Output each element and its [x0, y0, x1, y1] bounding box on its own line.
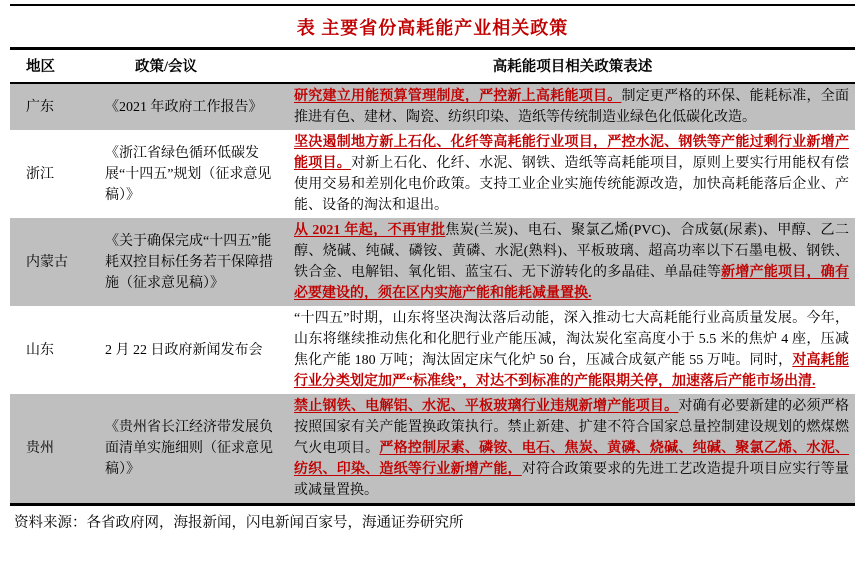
statement-segment: 禁止钢铁、电解铝、水泥、平板玻璃行业违规新增产能项目。	[294, 399, 679, 414]
region-cell: 贵州	[26, 441, 54, 456]
statement-cell	[290, 394, 855, 505]
region-cell: 浙江	[26, 166, 54, 182]
policy-cell: 《2021 年政府工作报告》	[105, 99, 263, 115]
table-row	[10, 218, 855, 306]
policy-cell: 《贵州省长江经济带发展负面清单实施细则（征求意见稿）》	[105, 420, 273, 477]
statement-segment: 坚决遏制地方新上石化、化纤等高耗能行业项目，严控水泥、钢铁等产能过剩行业新增产能项目。	[294, 135, 849, 171]
statement-cell	[290, 218, 855, 306]
statement-segment: 从 2021 年起，不再审批	[294, 223, 446, 238]
table-row	[10, 306, 855, 394]
statement-segment: 研究建立用能预算管理制度，严控新上高耗能项目。	[294, 89, 622, 104]
statement-segment: 严格控制尿素、磷铵、电石、焦炭、黄磷、烧碱、纯碱、聚氯乙烯、水泥、纺织、印染、造纸等行业新增产能，	[294, 441, 849, 477]
statement-segment: 对高耗能行业分类划定加严“标准线”，对达不到标准的产能限期关停，加速落后产能市场出清.	[294, 353, 850, 389]
header-statement: 高耗能项目相关政策表述	[290, 49, 855, 84]
table-header	[10, 49, 855, 84]
region-cell: 内蒙古	[26, 254, 68, 270]
statement-segment: 对新上石化、化纤、水泥、钢铁、造纸等高耗能项目，原则上要实行用能权有偿使用交易和差别化电价政策。支持工业企业实施传统能源改造，加快高耗能落后企业、产能、设备的淘汰和退出。	[294, 156, 850, 213]
source-note: 资料来源：各省政府网，海报新闻，闪电新闻百家号，海通证券研究所	[14, 515, 464, 531]
statement-segment: 制定更严格的环保、能耗标准，全面推进有色、建材、陶瓷、纺织印染、造纸等传统制造业绿色化低碳化改造。	[294, 89, 850, 125]
table-row	[10, 83, 855, 130]
statement-segment: 焦炭(兰炭)、电石、聚氯乙烯(PVC)、合成氨(尿素)、甲醇、乙二醇、烧碱、纯碱、磷铵、黄磷、水泥(熟料)、平板玻璃、超高功率以下石墨电极、钢铁、铁合金、电解铝、氧化铝、蓝宝石、无下游转化的多晶硅、单晶硅等	[294, 223, 849, 280]
statement-cell	[290, 306, 855, 394]
statement-segment: 对确有必要新建的必须严格按照国家有关产能置换政策执行。禁止新建、扩建不符合国家总量控制建设规划的燃煤燃气火电项目。	[294, 399, 850, 456]
region-cell: 广东	[26, 99, 54, 115]
header-policy: 政策/会议	[95, 49, 290, 84]
policy-cell: 《浙江省绿色循环低碳发展“十四五”规划（征求意见稿）》	[105, 145, 272, 203]
table-row	[10, 394, 855, 505]
report-table-page	[0, 4, 865, 532]
policy-cell: 《关于确保完成“十四五”能耗双控目标任务若干保障措施（征求意见稿）》	[105, 233, 273, 291]
region-cell: 山东	[26, 342, 54, 358]
table-title: 表 主要省份高耗能产业相关政策	[296, 18, 569, 38]
policy-cell: 2 月 22 日政府新闻发布会	[105, 342, 263, 358]
statement-cell	[290, 130, 855, 218]
header-region: 地区	[10, 49, 95, 84]
policy-table	[10, 47, 855, 506]
statement-segment: 对符合政策要求的先进工艺改造提升项目应实行等量或减量置换。	[294, 462, 850, 498]
table-body	[10, 83, 855, 505]
statement-cell	[290, 83, 855, 130]
table-row	[10, 130, 855, 218]
statement-segment: “十四五”时期，山东将坚决淘汰落后动能，深入推动七大高耗能行业高质量发展。今年，山东将继续推动焦化和化肥行业产能压减，淘汰炭化室高度小于 5.5 米的焦炉 4 座，压减焦化产能 180 万吨；淘汰固定床气化炉 50 台，压减合成氨产能 55 万吨。同时，	[294, 311, 849, 368]
statement-segment: 新增产能项目，确有必要建设的，须在区内实施产能和能耗减量置换.	[294, 265, 850, 301]
